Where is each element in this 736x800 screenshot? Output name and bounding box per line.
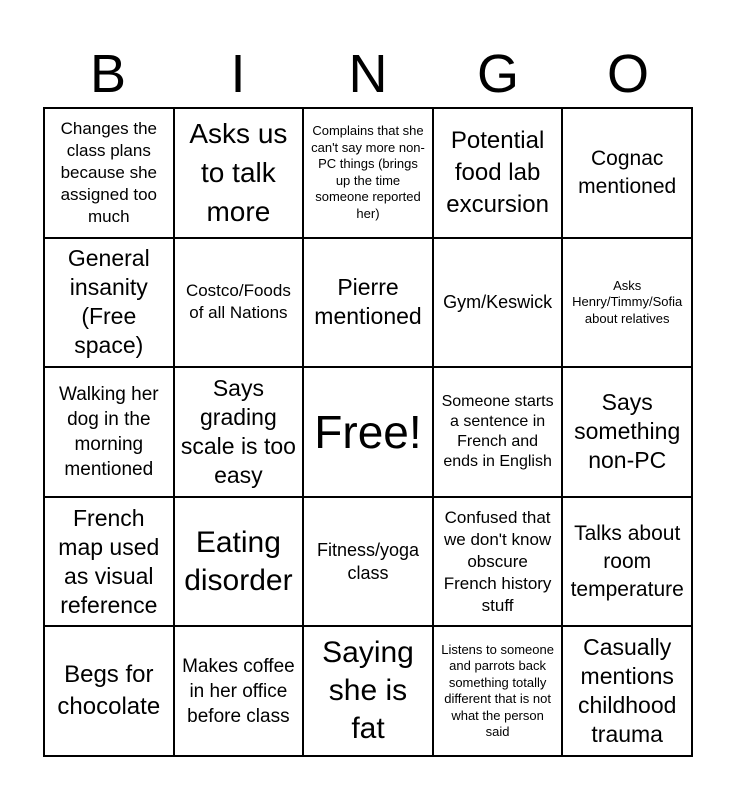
bingo-cell[interactable]: [562, 626, 692, 756]
cell-text: Says something non-PC: [574, 389, 681, 474]
cell-text: Cognac mentioned: [578, 146, 677, 198]
cell-text: Confused that we don't know obscure French history stuff: [443, 507, 552, 615]
bingo-cell[interactable]: [174, 108, 304, 238]
bingo-cell[interactable]: [44, 497, 174, 627]
cell-text: Free!: [314, 405, 422, 458]
bingo-cell[interactable]: [562, 497, 692, 627]
bingo-cell[interactable]: [562, 367, 692, 497]
bingo-cell[interactable]: [562, 108, 692, 238]
cell-text: Changes the class plans because she assigned too much: [60, 118, 157, 226]
cell-text: Costco/Foods of all Nations: [185, 281, 291, 323]
cell-text: French map used as visual reference: [58, 504, 160, 618]
cell-text: Asks Henry/Timmy/Sofia about relatives: [572, 277, 683, 326]
cell-text: Walking her dog in the morning mentioned: [58, 383, 159, 480]
free-space-cell[interactable]: [303, 367, 433, 497]
bingo-cell[interactable]: [174, 626, 304, 756]
bingo-cell[interactable]: [433, 367, 563, 497]
bingo-header: [43, 42, 693, 106]
cell-text: Potential food lab excursion: [446, 126, 549, 218]
cell-text: Saying she is fat: [322, 636, 414, 746]
cell-text: Gym/Keswick: [443, 291, 553, 312]
cell-text: Pierre mentioned: [314, 274, 422, 330]
bingo-cell[interactable]: [433, 497, 563, 627]
header-letter-o: O: [606, 44, 649, 104]
bingo-cell[interactable]: [562, 238, 692, 368]
header-letter-b: B: [89, 44, 127, 104]
cell-text: Asks us to talk more: [189, 118, 288, 228]
bingo-cell[interactable]: [433, 238, 563, 368]
header-letter-n: N: [348, 44, 388, 104]
cell-text: Complains that she can't say more non-PC things (brings up the time someone reported her): [311, 123, 425, 221]
cell-text: Eating disorder: [184, 525, 293, 597]
cell-text: Makes coffee in her office before class: [182, 655, 295, 727]
cell-text: Casually mentions childhood trauma: [577, 634, 677, 748]
bingo-cell[interactable]: [303, 238, 433, 368]
cell-text: Says grading scale is too easy: [180, 374, 296, 488]
bingo-cell[interactable]: [433, 626, 563, 756]
header-letter-i: I: [230, 44, 246, 104]
cell-text: Begs for chocolate: [57, 661, 161, 721]
bingo-cell[interactable]: [44, 108, 174, 238]
cell-text: General insanity (Free space): [67, 245, 150, 359]
bingo-cell[interactable]: [303, 626, 433, 756]
bingo-cell[interactable]: [174, 497, 304, 627]
cell-text: Listens to someone and parrots back something totally different that is not what the person said: [441, 641, 554, 740]
bingo-cell[interactable]: [303, 108, 433, 238]
header-letter-g: G: [476, 44, 519, 104]
bingo-cell[interactable]: [174, 238, 304, 368]
bingo-cell[interactable]: [303, 497, 433, 627]
cell-text: Someone starts a sentence in French and ends in English: [441, 392, 554, 470]
bingo-cell[interactable]: [433, 108, 563, 238]
bingo-cell[interactable]: [44, 238, 174, 368]
bingo-cell[interactable]: [174, 367, 304, 497]
bingo-cell[interactable]: [44, 367, 174, 497]
cell-text: Fitness/yoga class: [316, 539, 420, 583]
cell-text: Talks about room temperature: [570, 521, 684, 601]
bingo-cell[interactable]: [44, 626, 174, 756]
bingo-board: [43, 107, 693, 757]
